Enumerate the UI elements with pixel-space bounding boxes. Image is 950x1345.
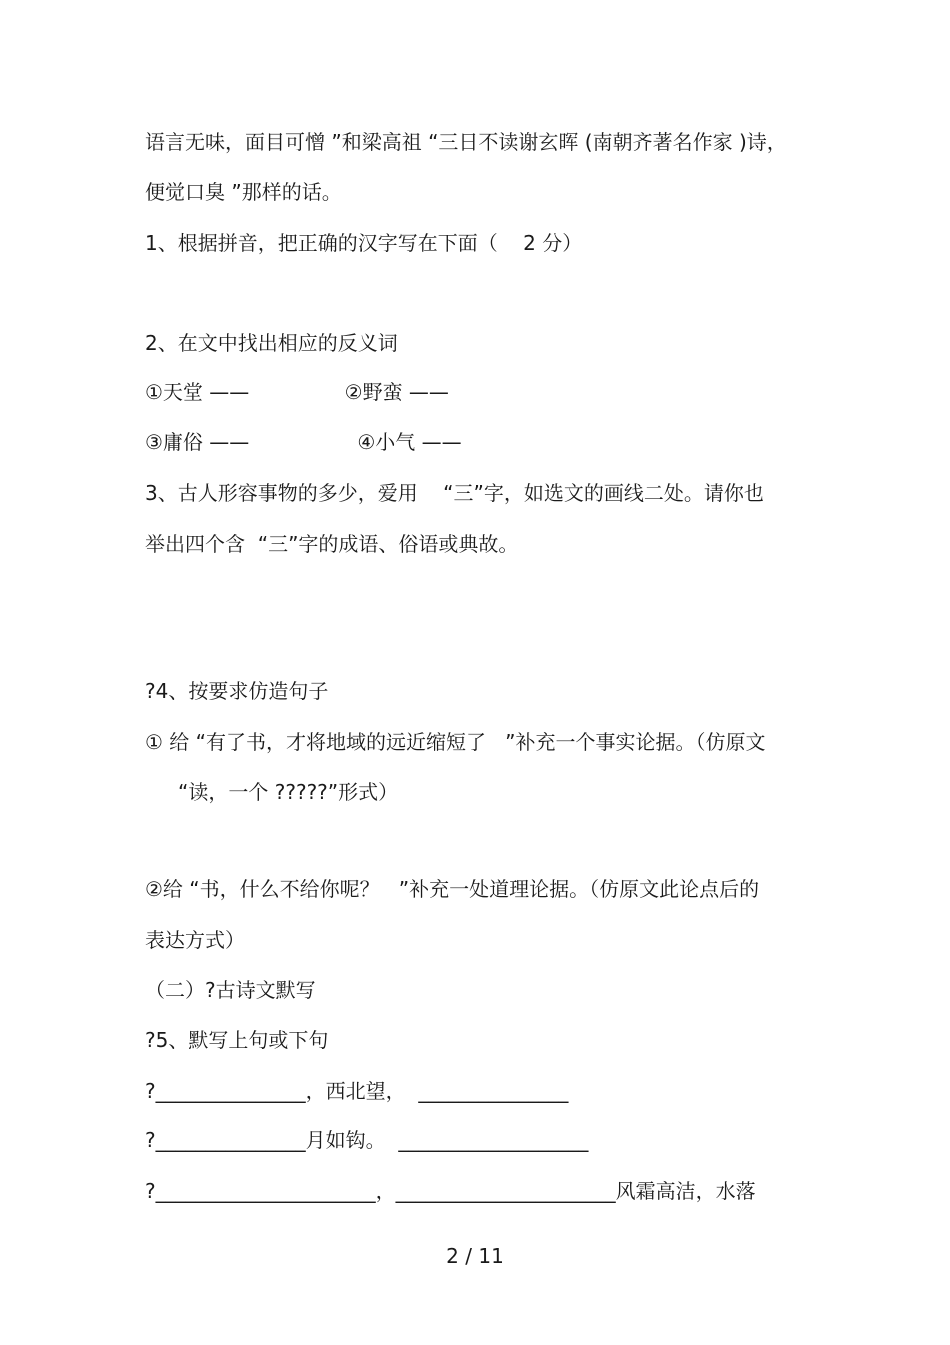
question-4-item-2: ②给 “书，什么不给你呢？ ”补充一处道理论据。（仿原文此论点后的: [145, 877, 760, 901]
text-line: “读，一个 ?????”形式）: [178, 780, 399, 804]
question-4: ?4、按要求仿造句子: [145, 679, 329, 703]
question-2: 2、在文中找出相应的反义词: [145, 331, 398, 355]
text-line: 表达方式）: [145, 928, 245, 952]
section-heading: （二）?古诗文默写: [145, 978, 316, 1002]
antonym-row-2: ③庸俗 —— ④小气 ——: [145, 430, 462, 454]
question-1: 1、根据拼音，把正确的汉字写在下面（ 2 分）: [145, 231, 583, 255]
fill-blank-line: ?_______________月如钩。 ___________________: [145, 1128, 589, 1152]
question-4-item-1: ① 给 “有了书，才将地域的远近缩短了 ”补充一个事实论据。（仿原文: [145, 730, 766, 754]
text-line: 举出四个含 “三”字的成语、俗语或典故。: [145, 532, 519, 556]
antonym-row-1: ①天堂 —— ②野蛮 ——: [145, 380, 449, 404]
page-number: 2 / 11: [446, 1244, 504, 1268]
question-5: ?5、默写上句或下句: [145, 1028, 329, 1052]
fill-blank-line: ?______________________，______________________风霜高洁，水落: [145, 1179, 756, 1203]
text-line: 便觉口臭 ”那样的话。: [145, 180, 342, 204]
text-line: 语言无味，面目可憎 ”和梁高祖 “三日不读谢玄晖 (南朝齐著名作家 )诗，: [145, 130, 787, 154]
question-3: 3、古人形容事物的多少，爱用 “三”字，如选文的画线二处。请你也: [145, 481, 764, 505]
fill-blank-line: ?_______________，西北望， _______________: [145, 1079, 569, 1103]
